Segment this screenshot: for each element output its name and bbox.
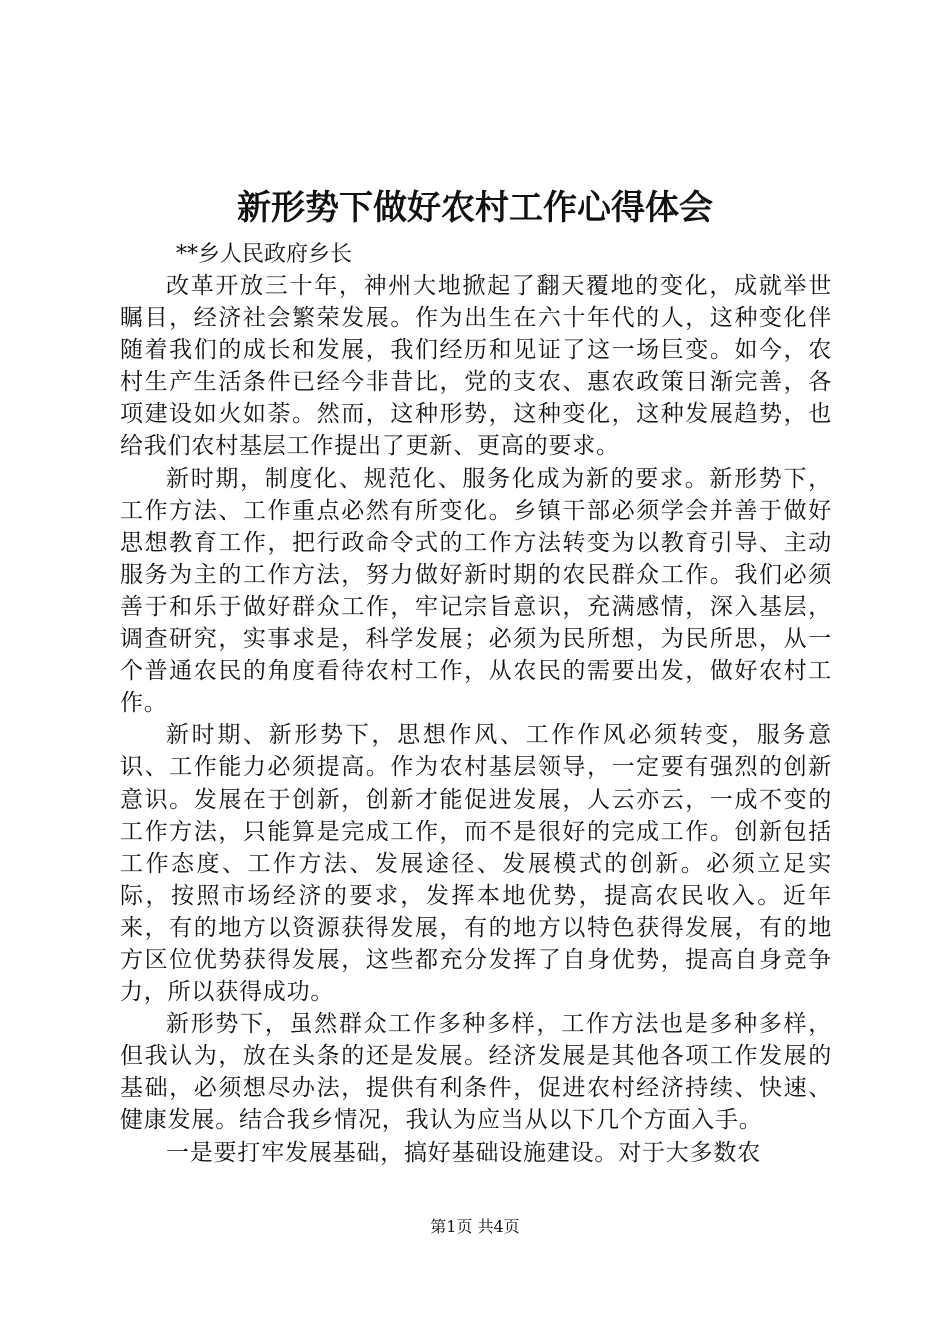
page-footer: 第1页 共4页 [430,1217,520,1236]
author-line: **乡人民政府乡长 [176,242,353,267]
paragraph: 新形势下，虽然群众工作多种多样，工作方法也是多种多样，但我认为，放在头条的还是发展。经济发展是其他各项工作发展的基础，必须想尽办法，提供有利条件，促进农村经济持续、快速、健康发展。结合我乡情况，我认为应当从以下几个方面入手。 [120,1011,832,1134]
document-body [120,270,832,1169]
document-title: 新形势下做好农村工作心得体会 [237,188,713,228]
paragraph: 改革开放三十年，神州大地掀起了翻天覆地的变化，成就举世瞩目，经济社会繁荣发展。作为出生在六十年代的人，这种变化伴随着我们的成长和发展，我们经历和见证了这一场巨变。如今，农村生产生活条件已经今非昔比，党的支农、惠农政策日渐完善，各项建设如火如荼。然而，这种形势，这种变化，这种发展趋势，也给我们农村基层工作提出了更新、更高的要求。 [120,273,832,460]
paragraph: 新时期、新形势下，思想作风、工作作风必须转变，服务意识、工作能力必须提高。作为农村基层领导，一定要有强烈的创新意识。发展在于创新，创新才能促进发展，人云亦云，一成不变的工作方法，只能算是完成工作，而不是很好的完成工作。创新包括工作态度、工作方法、发展途径、发展模式的创新。必须立足实际，按照市场经济的要求，发挥本地优势，提高农民收入。近年来，有的地方以资源获得发展，有的地方以特色获得发展，有的地方区位优势获得发展，这些都充分发挥了自身优势，提高自身竞争力，所以获得成功。 [120,722,832,1006]
paragraph: 一是要打牢发展基础，搞好基础设施建设。对于大多数农 [166,1139,761,1166]
paragraph: 新时期，制度化、规范化、服务化成为新的要求。新形势下，工作方法、工作重点必然有所变化。乡镇干部必须学会并善于做好思想教育工作，把行政命令式的工作方法转变为以教育引导、主动服务为主的工作方法，努力做好新时期的农民群众工作。我们必须善于和乐于做好群众工作，牢记宗旨意识，充满感情，深入基层，调查研究，实事求是，科学发展；必须为民所想，为民所思，从一个普通农民的角度看待农村工作，从农民的需要出发，做好农村工作。 [120,465,832,717]
